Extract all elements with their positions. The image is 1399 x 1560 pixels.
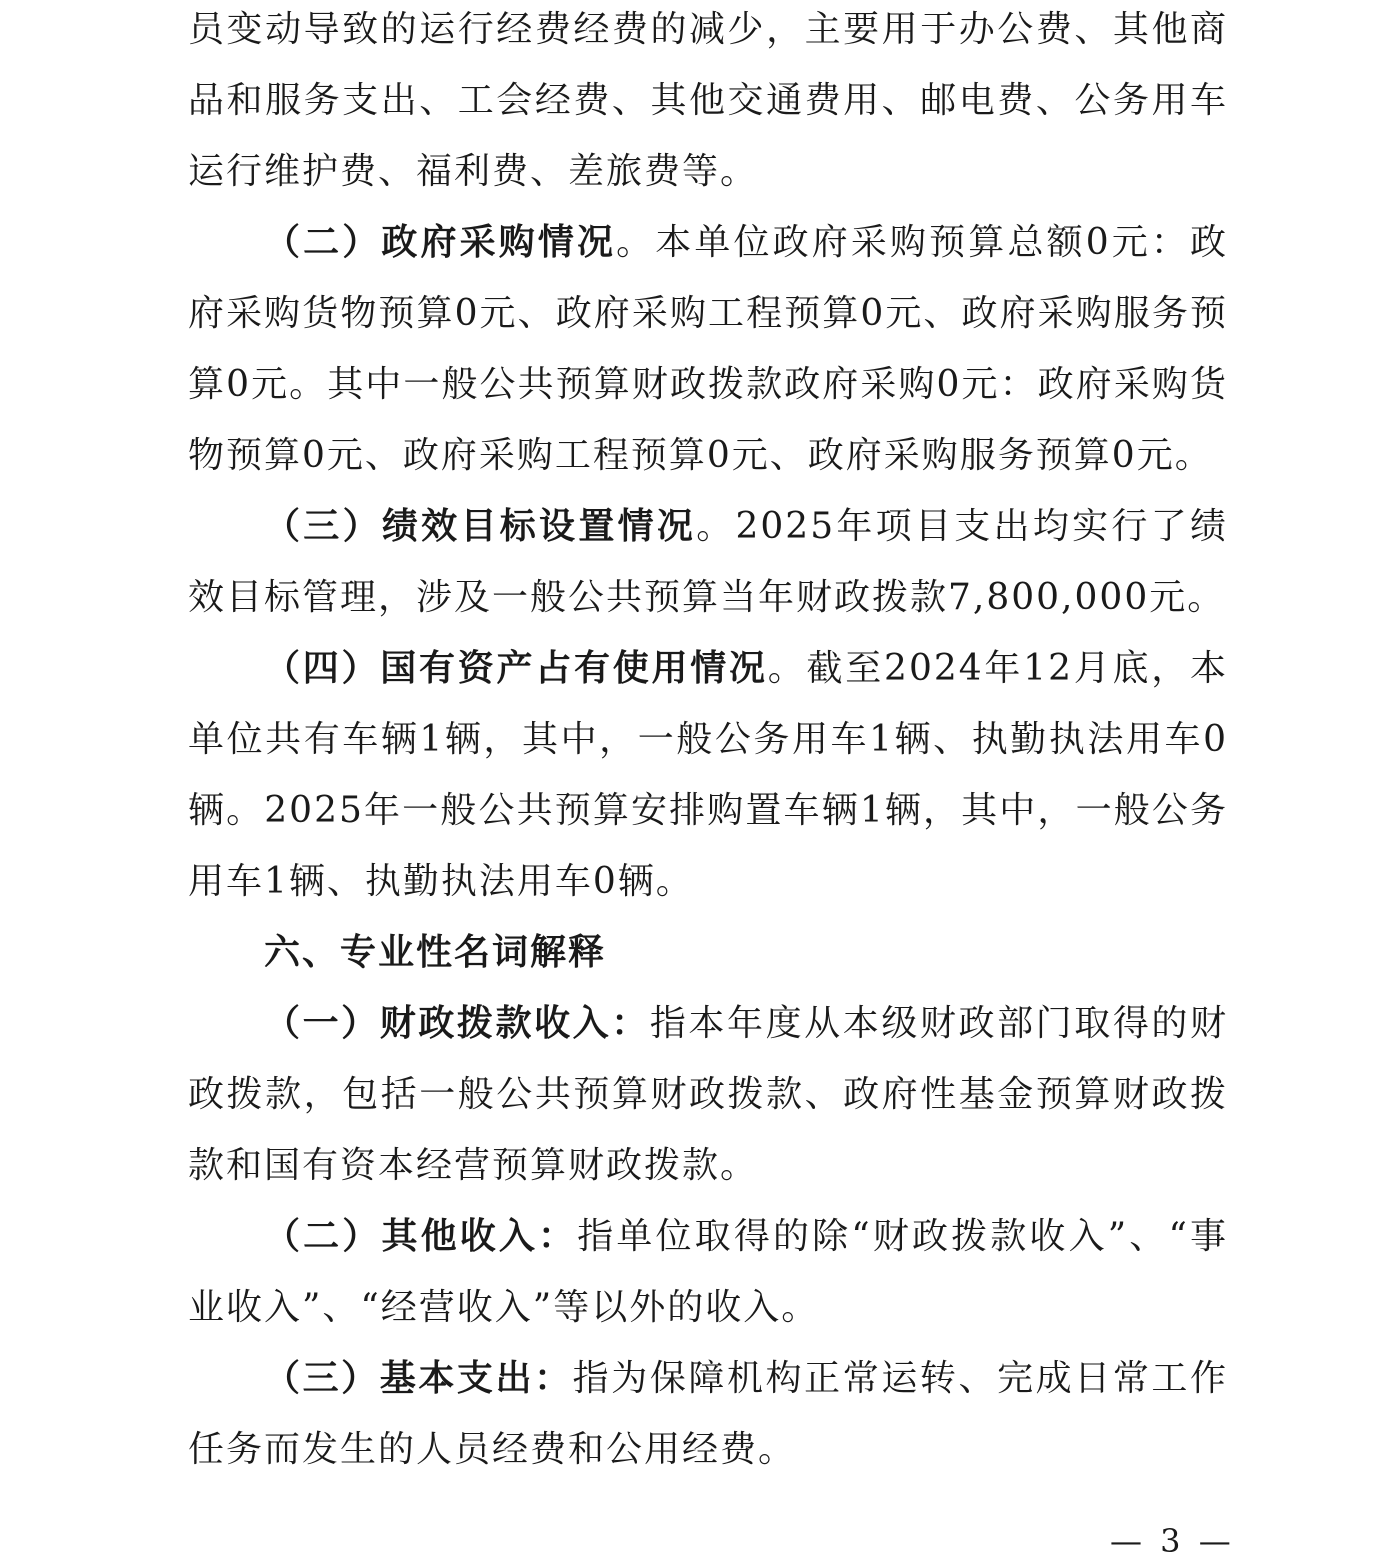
term-title: （二）其他收入：: [264, 1215, 578, 1257]
paragraph-state-assets: [188, 633, 1228, 917]
paragraph-title: （二）政府采购情况: [264, 221, 617, 263]
term-title: （三）基本支出：: [264, 1357, 573, 1399]
page-number: — 3 —: [1110, 1522, 1235, 1560]
paragraph-text: 。本单位政府采购预算总额0元：政府采购货物预算0元、政府采购工程预算0元、政府采购服务预算0元。其中一般公共预算财政拨款政府采购0元：政府采购货物预算0元、政府采购工程预算0元、政府采购服务预算0元。: [188, 222, 1228, 476]
term-basic-expenditure: [188, 1343, 1228, 1485]
term-title: （一）财政拨款收入：: [264, 1002, 650, 1044]
term-definition: 指单位取得的除“财政拨款收入”、“事业收入”、“经营收入”等以外的收入。: [188, 1216, 1228, 1328]
paragraph-government-procurement: [188, 207, 1228, 491]
term-fiscal-appropriation-income: [188, 988, 1228, 1201]
paragraph-title: （三）绩效目标设置情况: [264, 505, 697, 547]
paragraph-text: 。2025年项目支出均实行了绩效目标管理，涉及一般公共预算当年财政拨款7,800,000元。: [188, 506, 1228, 618]
paragraph-text: 。截至2024年12月底，本单位共有车辆1辆，其中，一般公务用车1辆、执勤执法用车0辆。2025年一般公共预算安排购置车辆1辆，其中，一般公务用车1辆、执勤执法用车0辆。: [188, 648, 1228, 902]
section-heading: 六、专业性名词解释: [264, 932, 607, 973]
term-definition: 指本年度从本级财政部门取得的财政拨款，包括一般公共预算财政拨款、政府性基金预算财政拨款和国有资本经营预算财政拨款。: [188, 1003, 1228, 1186]
paragraph-text: 员变动导致的运行经费经费的减少，主要用于办公费、其他商品和服务支出、工会经费、其他交通费用、邮电费、公务用车运行维护费、福利费、差旅费等。: [188, 9, 1228, 192]
term-definition: 指为保障机构正常运转、完成日常工作任务而发生的人员经费和公用经费。: [188, 1358, 1228, 1470]
paragraph-operating-expenses: [188, 0, 1228, 207]
document-page: [188, 0, 1228, 1485]
paragraph-performance-targets: [188, 491, 1228, 633]
paragraph-title: （四）国有资产占有使用情况: [264, 647, 768, 689]
term-other-income: [188, 1201, 1228, 1343]
